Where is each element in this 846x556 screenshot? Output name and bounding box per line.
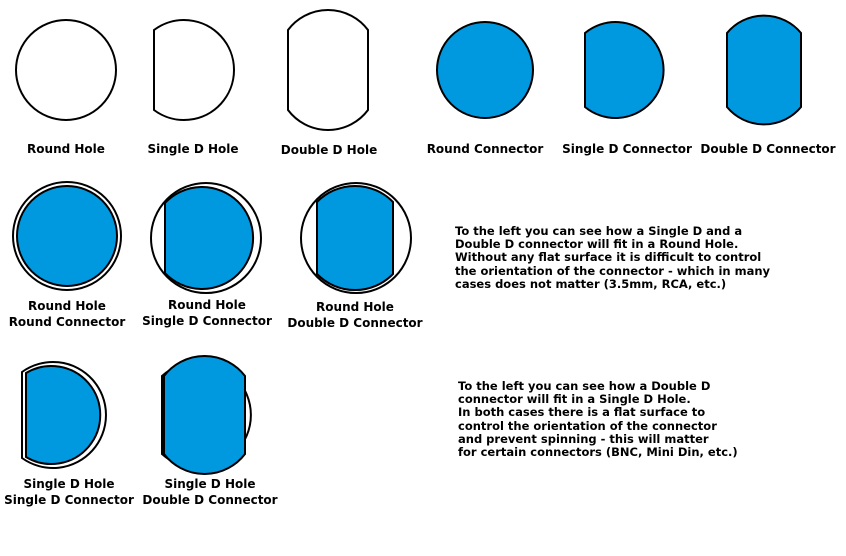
combo-round-round-label: Round Hole Round Connector [8,299,126,329]
double-d-hole-label: Double D Hole [280,143,378,157]
single-d-hole-label: Single D Hole [147,142,239,156]
round-connector-shape [435,20,535,120]
combo-single-d-double-d-label: Single D Hole Double D Connector [142,477,278,507]
single-d-hole-single-d-connector-shape [20,360,124,470]
single-d-hole-explanation: To the left you can see how a Double D connector will fit in a Single D Hole. In both cases there is a flat surface to control the orientation of the connector and prevent spinning - this will matter for certain connectors (BNC, Mini Din, etc.) [458,379,738,460]
round-hole-shape [14,18,118,122]
double-d-connector-label: Double D Connector [700,142,836,156]
round-hole-label: Round Hole [27,142,105,156]
single-d-connector-shape [583,20,679,120]
round-connector-label: Round Connector [426,142,544,156]
single-d-hole-shape [152,18,252,122]
double-d-hole-shape [286,18,370,122]
round-hole-round-connector-shape [10,180,124,292]
round-hole-single-d-connector-shape [148,182,264,294]
combo-round-single-d-label: Round Hole Single D Connector [142,298,272,328]
combo-round-double-d-label: Round Hole Double D Connector [287,300,423,330]
combo-single-d-single-d-label: Single D Hole Single D Connector [4,477,134,507]
round-hole-double-d-connector-shape [298,182,414,294]
round-hole-explanation: To the left you can see how a Single D and a Double D connector will fit in a Round Hole. Without any flat surface it is difficult to control the orientation of the connector - which in many cases does not matter (3.5mm, RCA, etc.) [455,224,771,291]
single-d-hole-double-d-connector-shape [158,360,264,470]
double-d-connector-shape [725,20,803,120]
single-d-connector-label: Single D Connector [562,142,692,156]
